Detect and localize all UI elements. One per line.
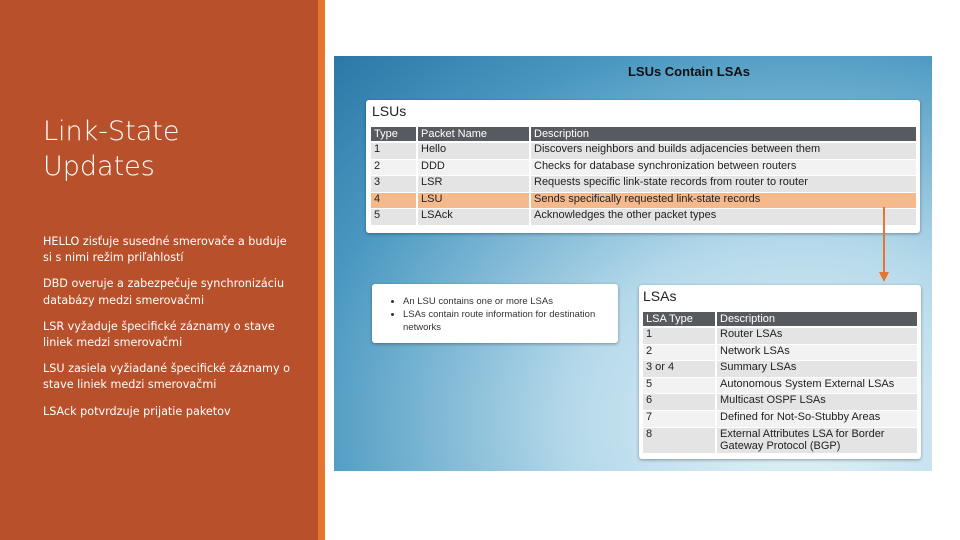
lsu-cell: LSR [418, 176, 529, 193]
lsa-row [643, 394, 917, 411]
lsu-cell: 5 [371, 209, 416, 226]
lsa-card-label: LSAs [643, 288, 677, 304]
lsa-cell: Autonomous System External LSAs [717, 378, 917, 395]
lsa-cell: 8 [643, 428, 715, 454]
lsa-cell: Summary LSAs [717, 361, 917, 378]
lsa-cell: 6 [643, 394, 715, 411]
bullet-lsack: LSAck potvrdzuje prijatie paketov [43, 404, 231, 418]
lsu-col-packet-name: Packet Name [418, 127, 529, 143]
lsu-cell: LSU [418, 193, 529, 210]
lsu-cell: 2 [371, 160, 416, 177]
lsu-cell: Sends specifically requested link-state records [531, 193, 916, 210]
lsu-cell: 1 [371, 143, 416, 160]
lsu-col-description: Description [531, 127, 916, 143]
lsa-row [643, 328, 917, 345]
lsa-cell: 7 [643, 411, 715, 428]
lsu-cell: Checks for database synchronization between routers [531, 160, 916, 177]
lsa-cell: Defined for Not-So-Stubby Areas [717, 411, 917, 428]
lsu-cell: LSAck [418, 209, 529, 226]
lsa-card [639, 285, 921, 459]
note-item: • An LSU contains one or more LSAs [403, 295, 614, 308]
lsa-col-description: Description [717, 312, 917, 328]
lsa-cell: 3 or 4 [643, 361, 715, 378]
lsa-row [643, 378, 917, 395]
bullet-dbd: DBD overuje a zabezpečuje synchronizáciu databázy medzi smerovačmi [43, 277, 285, 307]
lsu-col-type: Type [371, 127, 416, 143]
title-line-2: Updates [43, 151, 155, 182]
lsa-cell: Multicast OSPF LSAs [717, 394, 917, 411]
bullet-lsr: LSR vyžaduje špecifické záznamy o stave liniek medzi smerovačmi [43, 319, 275, 350]
lsa-cell: External Attributes LSA for Border Gateway Protocol (BGP) [717, 428, 917, 454]
lsu-lsa-figure [334, 56, 932, 471]
bullet-lsu: LSU zasiela vyžiadané špecifické záznamy o stave liniek medzi smerovačmi [43, 362, 290, 392]
title-line-1: Link-State [43, 116, 180, 147]
lsu-cell: 4 [371, 193, 416, 210]
lsa-row [643, 411, 917, 428]
lsa-row [643, 345, 917, 362]
figure-title: LSUs Contain LSAs [627, 64, 751, 79]
lsu-cell: 3 [371, 176, 416, 193]
lsa-cell: Router LSAs [717, 328, 917, 345]
slide-bullets [43, 234, 293, 430]
lsa-row [643, 428, 917, 454]
note-item: • LSAs contain route information for destination networks [403, 308, 614, 334]
lsa-row [643, 361, 917, 378]
lsa-header-row [643, 312, 917, 328]
lsa-cell: Network LSAs [717, 345, 917, 362]
lsu-cell: DDD [418, 160, 529, 177]
lsa-cell: 1 [643, 328, 715, 345]
accent-bar [318, 0, 325, 540]
lsa-col-type: LSA Type [643, 312, 715, 328]
lsu-cell: Discovers neighbors and builds adjacencies between them [531, 143, 916, 160]
lsu-card-label: LSUs [372, 103, 407, 119]
bullet-hello: HELLO zisťuje susedné smerovače a buduje si s nimi režim priľahlostí [43, 235, 287, 265]
lsu-cell: Requests specific link-state records from router to router [531, 176, 916, 193]
lsa-table [641, 312, 919, 454]
lsu-cell: Acknowledges the other packet types [531, 209, 916, 226]
lsa-cell: 5 [643, 378, 715, 395]
slide-title [43, 114, 303, 184]
lsa-cell: 2 [643, 345, 715, 362]
lsu-cell: Hello [418, 143, 529, 160]
